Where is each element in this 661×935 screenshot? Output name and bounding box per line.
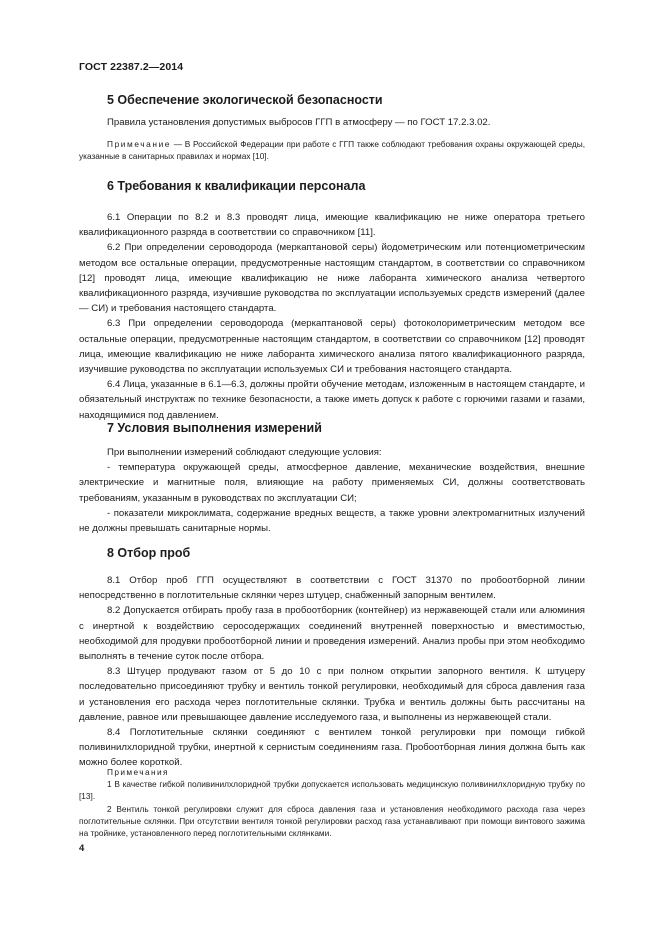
section-6-body — [79, 210, 585, 423]
section-5-heading: 5 Обеспечение экологической безопасности — [107, 93, 383, 107]
paragraph-8-2: 8.2 Допускается отбирать пробу газа в пробоотборник (контейнер) из нержавеющей стали или алюминия с инертной к воздействию серосодержащих соединений внутренней поверхностью и вместимостью, необходимой для продувки пробоотборной линии и проведения измерений. Анализ пробы при этом необходимо выполнять в течение суток после отбора. — [79, 605, 585, 663]
section-5-body — [79, 115, 585, 130]
section-6-heading: 6 Требования к квалификации персонала — [107, 179, 366, 193]
paragraph-6-3: 6.3 При определении сероводорода (меркаптановой серы) фотоколориметрическим методом все остальные операции, предусмотренные настоящим стандартом, в соответствии со справочником [12] проводят лица, имеющие квалификацию не ниже лаборанта химического анализа пятого квалификационного разряда, изучившие руководства по эксплуатации используемых СИ и требования настоящего стандарта. — [79, 318, 585, 376]
note-label: Примечание — [107, 139, 172, 149]
paragraph-8-1: 8.1 Отбор проб ГГП осуществляют в соответствии с ГОСТ 31370 по пробоотборной линии непосредственно в поглотительные склянки через штуцер, снабженный запорным вентилем. — [79, 575, 585, 602]
paragraph-8-3: 8.3 Штуцер продувают газом от 5 до 10 с при полном открытии запорного вентиля. К штуцеру последовательно присоединяют трубку и вентиль тонкой регулировки, необходимый для сброса давления газа и установления его расхода через поглотительные склянки. Трубка и вентиль должны быть рассчитаны на давление, равное или превышающее давление исследуемого газа, и выполнены из нержавеющей стали. — [79, 666, 585, 723]
paragraph-6-4: 6.4 Лица, указанные в 6.1—6.3, должны пройти обучение методам, изложенным в настоящем стандарте, и обязательный инструктаж по технике безопасности, а также иметь допуск к работе с горючими газами и газами, находящимися под давлением. — [79, 379, 585, 421]
note-text: — В Российской Федерации при работе с ГГП также соблюдают требования охраны окружающей среды, указанные в санитарных правилах и нормах [10]. — [79, 139, 585, 162]
notes-label: Примечания — [107, 767, 169, 777]
section-7-intro: При выполнении измерений соблюдают следующие условия: — [107, 447, 382, 458]
section-5-note — [79, 138, 585, 162]
section-8-heading: 8 Отбор проб — [107, 546, 191, 560]
document-code-header: ГОСТ 22387.2—2014 — [79, 61, 184, 73]
section-7-body — [79, 445, 585, 536]
paragraph-8-4: 8.4 Поглотительные склянки соединяют с вентилем тонкой регулировки при помощи гибкой поливинилхлоридной трубки, инертной к сернистым соединениям газа. Пробоотборная линия должна быть как можно более короткой. — [79, 727, 585, 769]
note-2: 2 Вентиль тонкой регулировки служит для сброса давления газа и установления необходимого расхода газа через поглотительные склянки. При отсутствии вентиля тонкой регулировки расход газа устанавливают при помощи винтового зажима на тройнике, установленного перед поглотительными склянками. — [79, 803, 585, 839]
section-8-body — [79, 573, 585, 771]
condition-item-1: - температура окружающей среды, атмосферное давление, механические воздействия, внешние электрические и магнитные поля, влияющие на работу применяемых СИ, должны соответствовать требованиям, указанным в руководствах по эксплуатации СИ; — [79, 462, 585, 504]
section-7-heading: 7 Условия выполнения измерений — [107, 421, 322, 435]
section-8-notes — [79, 766, 585, 839]
section-5-text: Правила установления допустимых выбросов ГГП в атмосферу — по ГОСТ 17.2.3.02. — [107, 117, 491, 128]
condition-item-2: - показатели микроклимата, содержание вредных веществ, а также уровни электромагнитных излучений не должны превышать санитарные нормы. — [79, 507, 585, 535]
paragraph-6-1: 6.1 Операции по 8.2 и 8.3 проводят лица, имеющие квалификацию не ниже оператора третьего квалификационного разряда в соответствии со справочником [11]. — [79, 212, 585, 239]
note-1: 1 В качестве гибкой поливинилхлоридной трубки допускается использовать медицинскую поливинилхлоридную трубку по [13]. — [79, 779, 585, 802]
paragraph-6-2: 6.2 При определении сероводорода (меркаптановой серы) йодометрическим или потенциометрическим методом все остальные операции, предусмотренные настоящим стандартом, в соответствии со справочником [12] проводят лица, имеющие квалификацию не ниже лаборанта химического анализа четвертого квалификационного разряда, изучившие руководства по эксплуатации используемых средств измерений (далее — СИ) и требования настоящего стандарта. — [79, 242, 585, 315]
page-number: 4 — [79, 843, 85, 854]
